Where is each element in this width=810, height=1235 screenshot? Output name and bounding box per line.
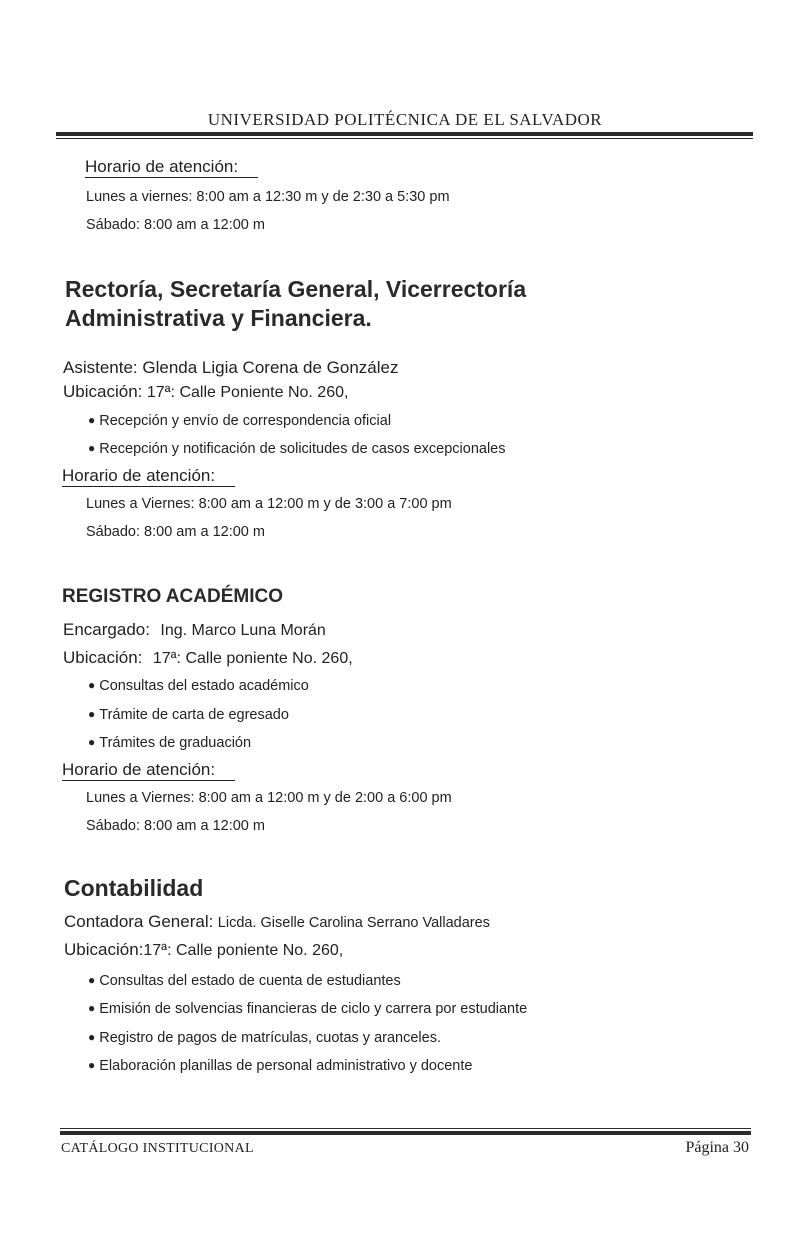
registro-location-label: Ubicación:: [63, 648, 143, 667]
top-hours-heading: [85, 157, 258, 178]
bullet-icon: ●: [88, 678, 96, 692]
rectoria-location-label: Ubicación:: [63, 382, 143, 401]
footer-rule-thick: [60, 1131, 751, 1135]
contabilidad-bullet-4: ● Elaboración planillas de personal administrativo y docente: [88, 1058, 473, 1074]
rectoria-title-line1: Rectoría, Secretaría General, Vicerrectoría: [65, 276, 527, 302]
footer-rule-thin: [60, 1128, 751, 1129]
rectoria-assistant: Asistente: Glenda Ligia Corena de González: [63, 358, 399, 377]
top-hours-weekday: Lunes a viernes: 8:00 am a 12:30 m y de 2:30 a 5:30 pm: [86, 189, 450, 205]
bullet-icon: ●: [88, 735, 96, 749]
registro-hours-saturday: Sábado: 8:00 am a 12:00 m: [86, 818, 265, 834]
rectoria-location: [63, 382, 348, 402]
contabilidad-location: [64, 940, 343, 960]
contabilidad-location-value: 17ª: Calle poniente No. 260,: [143, 942, 344, 959]
rectoria-bullet-2: ● Recepción y notificación de solicitudes de casos excepcionales: [88, 441, 506, 457]
page-header-title: UNIVERSIDAD POLITÉCNICA DE EL SALVADOR: [207, 110, 603, 129]
registro-manager-value: Ing. Marco Luna Morán: [160, 622, 326, 639]
rectoria-hours-saturday: Sábado: 8:00 am a 12:00 m: [86, 524, 265, 540]
bullet-icon: ●: [88, 441, 96, 455]
bullet-icon: ●: [88, 973, 96, 987]
rectoria-location-value: 17ª: Calle Poniente No. 260,: [146, 384, 349, 401]
registro-title: REGISTRO ACADÉMICO: [62, 586, 283, 607]
bullet-icon: ●: [88, 1058, 96, 1072]
registro-manager-label: Encargado:: [63, 620, 150, 639]
contabilidad-bullet-2: ● Emisión de solvencias financieras de ciclo y carrera por estudiante: [88, 1001, 528, 1017]
registro-hours-weekday: Lunes a Viernes: 8:00 am a 12:00 m y de 2:00 a 6:00 pm: [86, 790, 452, 806]
registro-manager: [63, 620, 326, 640]
registro-hours-heading: [62, 760, 235, 781]
bullet-icon: ●: [88, 413, 96, 427]
header-rule-thin: [56, 138, 753, 139]
registro-hours-heading-text: Horario de atención:: [62, 760, 216, 779]
contabilidad-location-label: Ubicación:: [64, 940, 144, 959]
bullet-icon: ●: [88, 1030, 96, 1044]
rectoria-hours-heading-text: Horario de atención:: [62, 466, 216, 485]
rectoria-hours-heading: [62, 466, 235, 487]
registro-location-value: 17ª: Calle poniente No. 260,: [152, 650, 353, 667]
contabilidad-title: Contabilidad: [64, 875, 204, 901]
contabilidad-accountant-value: Licda. Giselle Carolina Serrano Valladares: [217, 915, 490, 931]
bullet-icon: ●: [88, 1001, 96, 1015]
header-rule-thick: [56, 132, 753, 136]
registro-location: [63, 648, 353, 668]
footer-page-number: Página 30: [685, 1139, 749, 1156]
rectoria-hours-weekday: Lunes a Viernes: 8:00 am a 12:00 m y de 3:00 a 7:00 pm: [86, 496, 452, 512]
registro-bullet-2: ● Trámite de carta de egresado: [88, 707, 289, 723]
bullet-icon: ●: [88, 707, 96, 721]
contabilidad-bullet-1: ● Consultas del estado de cuenta de estudiantes: [88, 973, 401, 989]
contabilidad-accountant: [64, 912, 490, 932]
rectoria-title-line2: Administrativa y Financiera.: [65, 305, 372, 331]
registro-bullet-1: ● Consultas del estado académico: [88, 678, 309, 694]
top-hours-saturday: Sábado: 8:00 am a 12:00 m: [86, 217, 265, 233]
contabilidad-bullet-3: ● Registro de pagos de matrículas, cuotas y aranceles.: [88, 1030, 441, 1046]
contabilidad-accountant-label: Contadora General:: [64, 912, 214, 931]
top-hours-heading-text: Horario de atención:: [85, 157, 239, 176]
rectoria-bullet-1: ● Recepción y envío de correspondencia oficial: [88, 413, 392, 429]
footer-catalog-label: CATÁLOGO INSTITUCIONAL: [61, 1141, 254, 1156]
registro-bullet-3: ● Trámites de graduación: [88, 735, 252, 751]
